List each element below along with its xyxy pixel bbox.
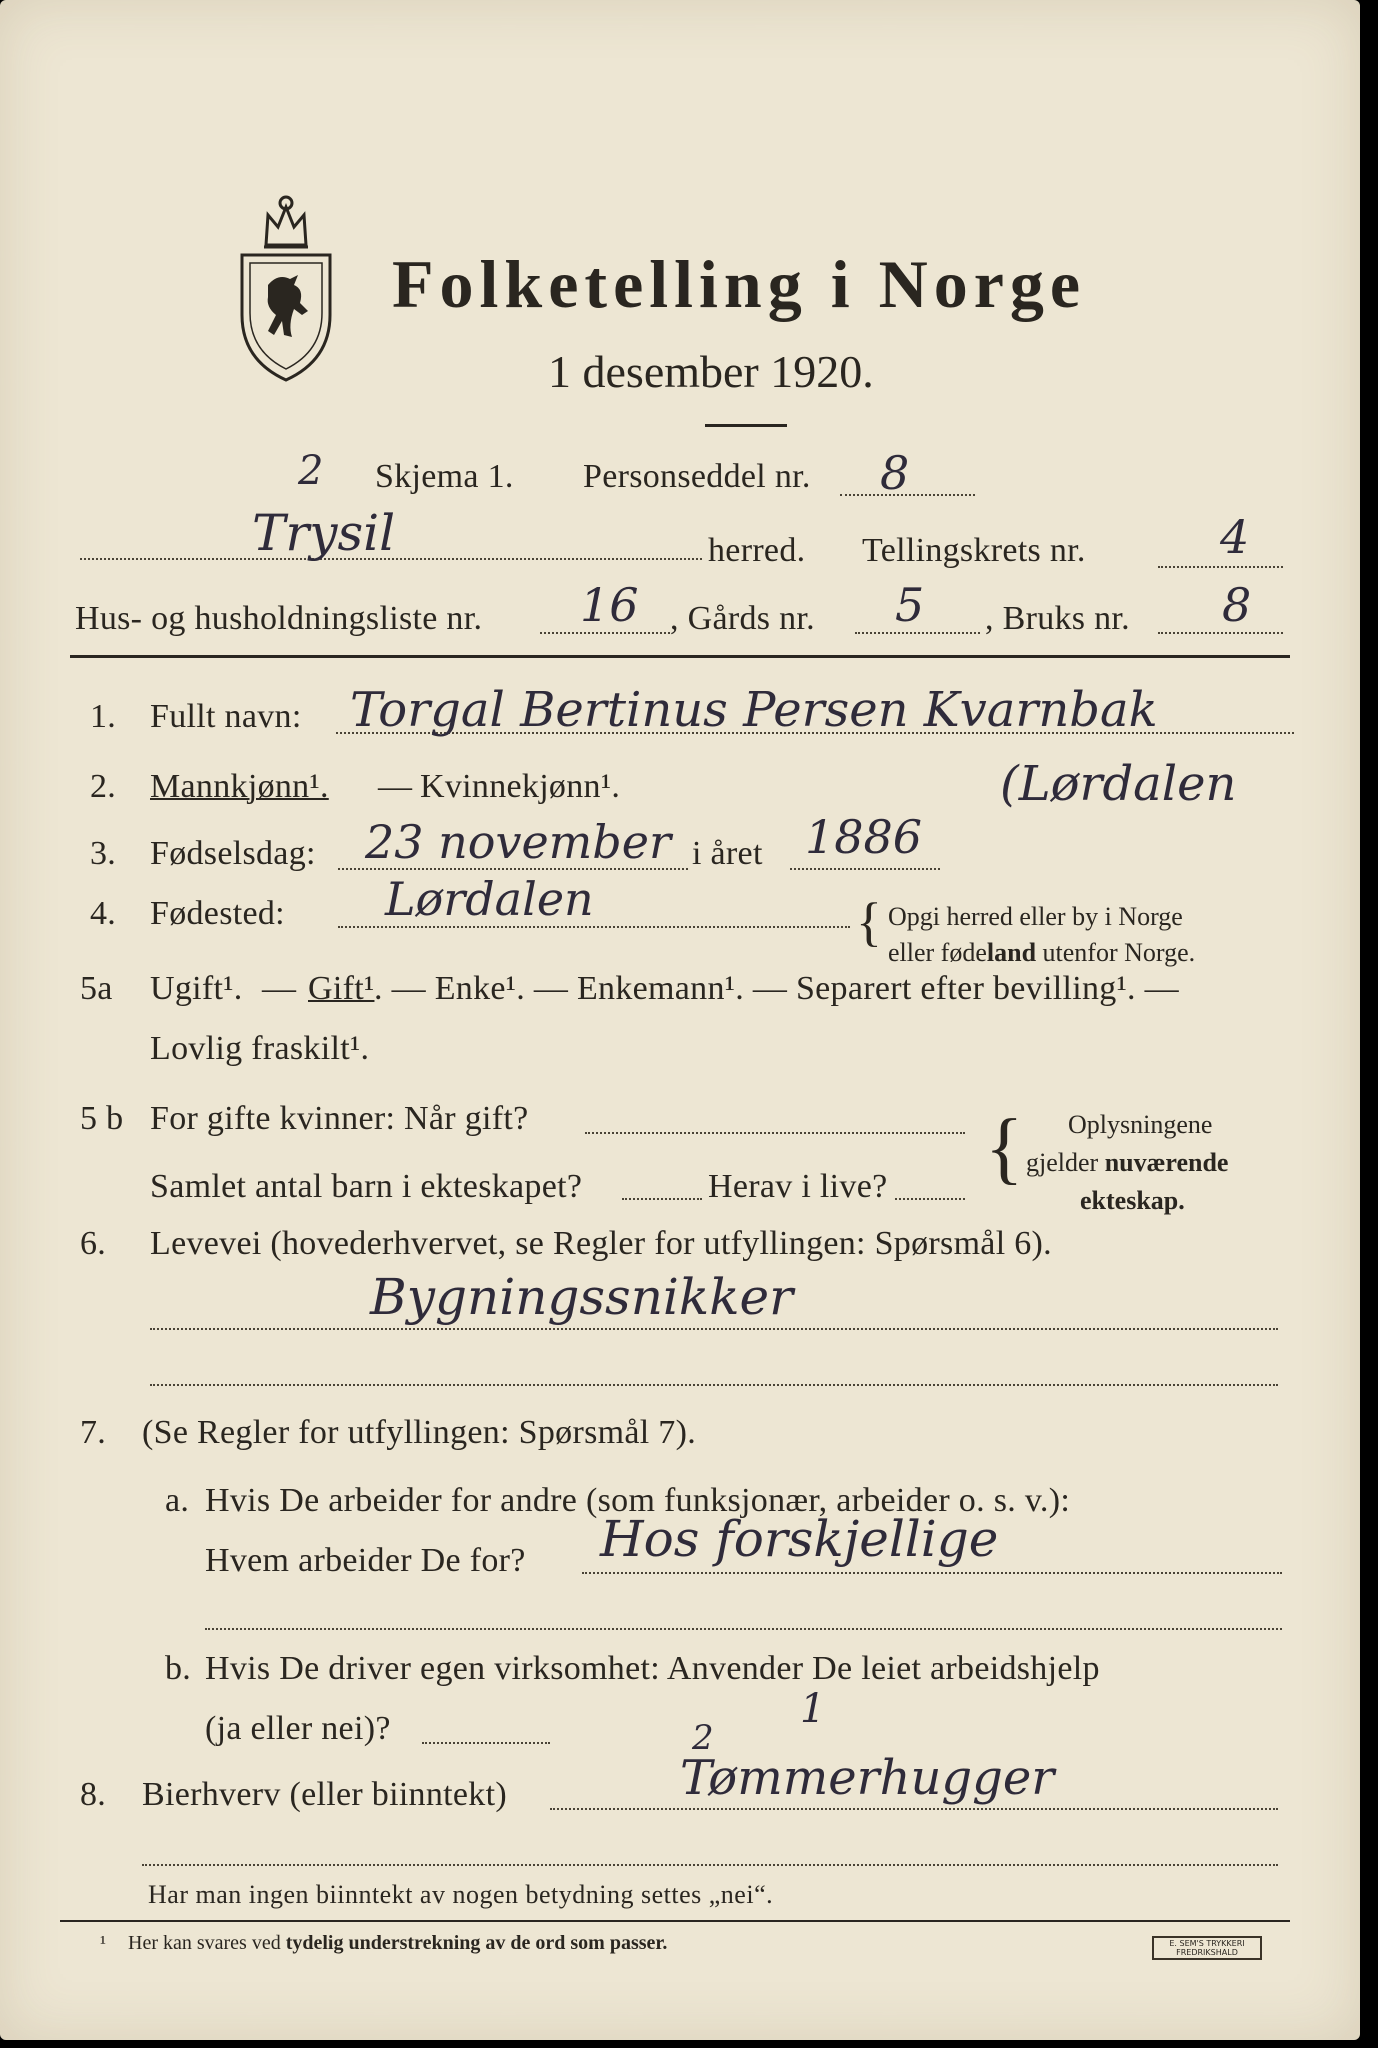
bruks-value: 8	[1222, 578, 1252, 632]
title-divider	[705, 424, 787, 427]
children-alive-field[interactable]	[895, 1198, 965, 1200]
q7a-label: Hvis De arbeider for andre (som funksjonær, arbeider o. s. v.):	[205, 1482, 1071, 1519]
birthplace-field[interactable]	[338, 926, 850, 928]
q5a-other-options[interactable]: . — Enke¹. — Enkemann¹. — Separert efter bevilling¹. —	[374, 970, 1179, 1007]
q5a-number: 5a	[80, 970, 113, 1007]
q7-label: (Se Regler for utfyllingen: Spørsmål 7).	[142, 1414, 697, 1451]
q5b-label-3: Herav i live?	[708, 1168, 888, 1205]
q7b-question: (ja eller nei)?	[205, 1710, 391, 1747]
margin-mark: 2	[298, 448, 324, 494]
hired-help-field[interactable]	[422, 1742, 550, 1744]
gards-field[interactable]	[855, 632, 980, 634]
side-occupation-field-2[interactable]	[142, 1864, 1278, 1866]
marriage-date-field[interactable]	[585, 1132, 965, 1134]
q7b-mark: 1	[800, 1686, 826, 1732]
q5a-separator: —	[262, 970, 297, 1007]
tellingskrets-label: Tellingskrets nr.	[862, 532, 1086, 569]
birth-year-field[interactable]	[790, 868, 940, 870]
skjema-label: Skjema 1.	[375, 458, 514, 495]
q8-label: Bierhverv (eller biinntekt)	[142, 1776, 507, 1813]
footer-rule	[60, 1920, 1290, 1922]
occupation-value: Bygningssnikker	[370, 1268, 793, 1326]
hus-label: Hus- og husholdningsliste nr.	[75, 600, 483, 637]
footer-note: Har man ingen biinntekt av nogen betydning settes „nei“.	[148, 1880, 774, 1909]
q2-separator: —	[378, 768, 413, 805]
printer-stamp: E. SEM'S TRYKKERI FREDRIKSHALD	[1152, 1936, 1262, 1960]
year-label: i året	[692, 835, 763, 872]
unmarried-option[interactable]: Ugift¹.	[150, 970, 243, 1007]
employer-field-2[interactable]	[205, 1628, 1282, 1630]
hus-value: 16	[580, 578, 639, 632]
footnote-text: Her kan svares ved tydelig understrekning av de ord som passer.	[128, 1932, 668, 1954]
q7b-label: Hvis De driver egen virksomhet: Anvender De leiet arbeidshjelp	[205, 1650, 1100, 1687]
employer-value: Hos forskjellige	[600, 1510, 999, 1568]
hus-field[interactable]	[540, 632, 670, 634]
children-count-field[interactable]	[622, 1198, 702, 1200]
q5b-note-3: ekteskap.	[1080, 1186, 1185, 1215]
herred-value: Trysil	[252, 504, 396, 562]
bruks-label: , Bruks nr.	[985, 600, 1130, 637]
male-option[interactable]: Mannkjønn¹.	[150, 768, 329, 805]
q7-number: 7.	[80, 1414, 107, 1451]
q5b-label-1: For gifte kvinner: Når gift?	[150, 1100, 529, 1137]
q5b-brace: {	[985, 1104, 1024, 1192]
birthplace-value: Lørdalen	[385, 872, 594, 926]
employer-field[interactable]	[582, 1572, 1282, 1574]
q7a-letter: a.	[165, 1482, 190, 1519]
personseddel-value: 8	[880, 446, 910, 500]
q1-number: 1.	[90, 698, 117, 735]
full-name-continuation: (Lørdalen	[1000, 756, 1237, 812]
footnote-number: ¹	[100, 1932, 106, 1954]
q7b-letter: b.	[165, 1650, 192, 1687]
bruks-field[interactable]	[1158, 632, 1283, 634]
birth-year-value: 1886	[805, 810, 923, 864]
coat-of-arms-icon	[228, 185, 344, 385]
q4-label: Fødested:	[150, 895, 285, 932]
q4-brace: {	[856, 892, 882, 952]
q5b-number: 5 b	[80, 1100, 124, 1137]
q8-number: 8.	[80, 1776, 107, 1813]
herred-label: herred.	[708, 532, 806, 569]
gards-value: 5	[895, 578, 925, 632]
q3-label: Fødselsdag:	[150, 835, 316, 872]
q4-number: 4.	[90, 895, 117, 932]
q6-number: 6.	[80, 1225, 107, 1262]
q5b-note-2: gjelder nuværende	[1026, 1148, 1229, 1177]
gards-label: , Gårds nr.	[670, 600, 815, 637]
personseddel-label: Personseddel nr.	[583, 458, 811, 495]
full-name-value: Torgal Bertinus Persen Kvarnbak	[350, 682, 1158, 738]
q6-label: Levevei (hovederhvervet, se Regler for utfyllingen: Spørsmål 6).	[150, 1225, 1052, 1262]
q4-note-2: eller fødeland utenfor Norge.	[888, 938, 1196, 967]
occupation-field[interactable]	[150, 1328, 1278, 1330]
married-option[interactable]: Gift¹	[308, 970, 375, 1007]
side-occupation-field[interactable]	[550, 1808, 1278, 1810]
tellingskrets-value: 4	[1220, 510, 1250, 564]
page-subtitle: 1 desember 1920.	[548, 346, 874, 397]
side-occupation-value: Tømmerhugger	[680, 1750, 1055, 1806]
occupation-field-2[interactable]	[150, 1384, 1278, 1386]
q5b-label-2: Samlet antal barn i ekteskapet?	[150, 1168, 583, 1205]
q1-label: Fullt navn:	[150, 698, 302, 735]
q3-number: 3.	[90, 835, 117, 872]
q7a-question: Hvem arbeider De for?	[205, 1542, 526, 1579]
q4-note-1: Opgi herred eller by i Norge	[888, 902, 1183, 931]
divorced-option[interactable]: Lovlig fraskilt¹.	[150, 1030, 370, 1067]
female-option[interactable]: Kvinnekjønn¹.	[420, 768, 621, 805]
header-rule	[70, 655, 1290, 658]
page-title: Folketelling i Norge	[392, 246, 1087, 322]
birthdate-value: 23 november	[365, 815, 671, 869]
q2-number: 2.	[90, 768, 117, 805]
q5b-note-1: Oplysningene	[1068, 1110, 1213, 1139]
q8-mark: 2	[692, 1718, 714, 1758]
tellingskrets-field[interactable]	[1158, 566, 1283, 568]
